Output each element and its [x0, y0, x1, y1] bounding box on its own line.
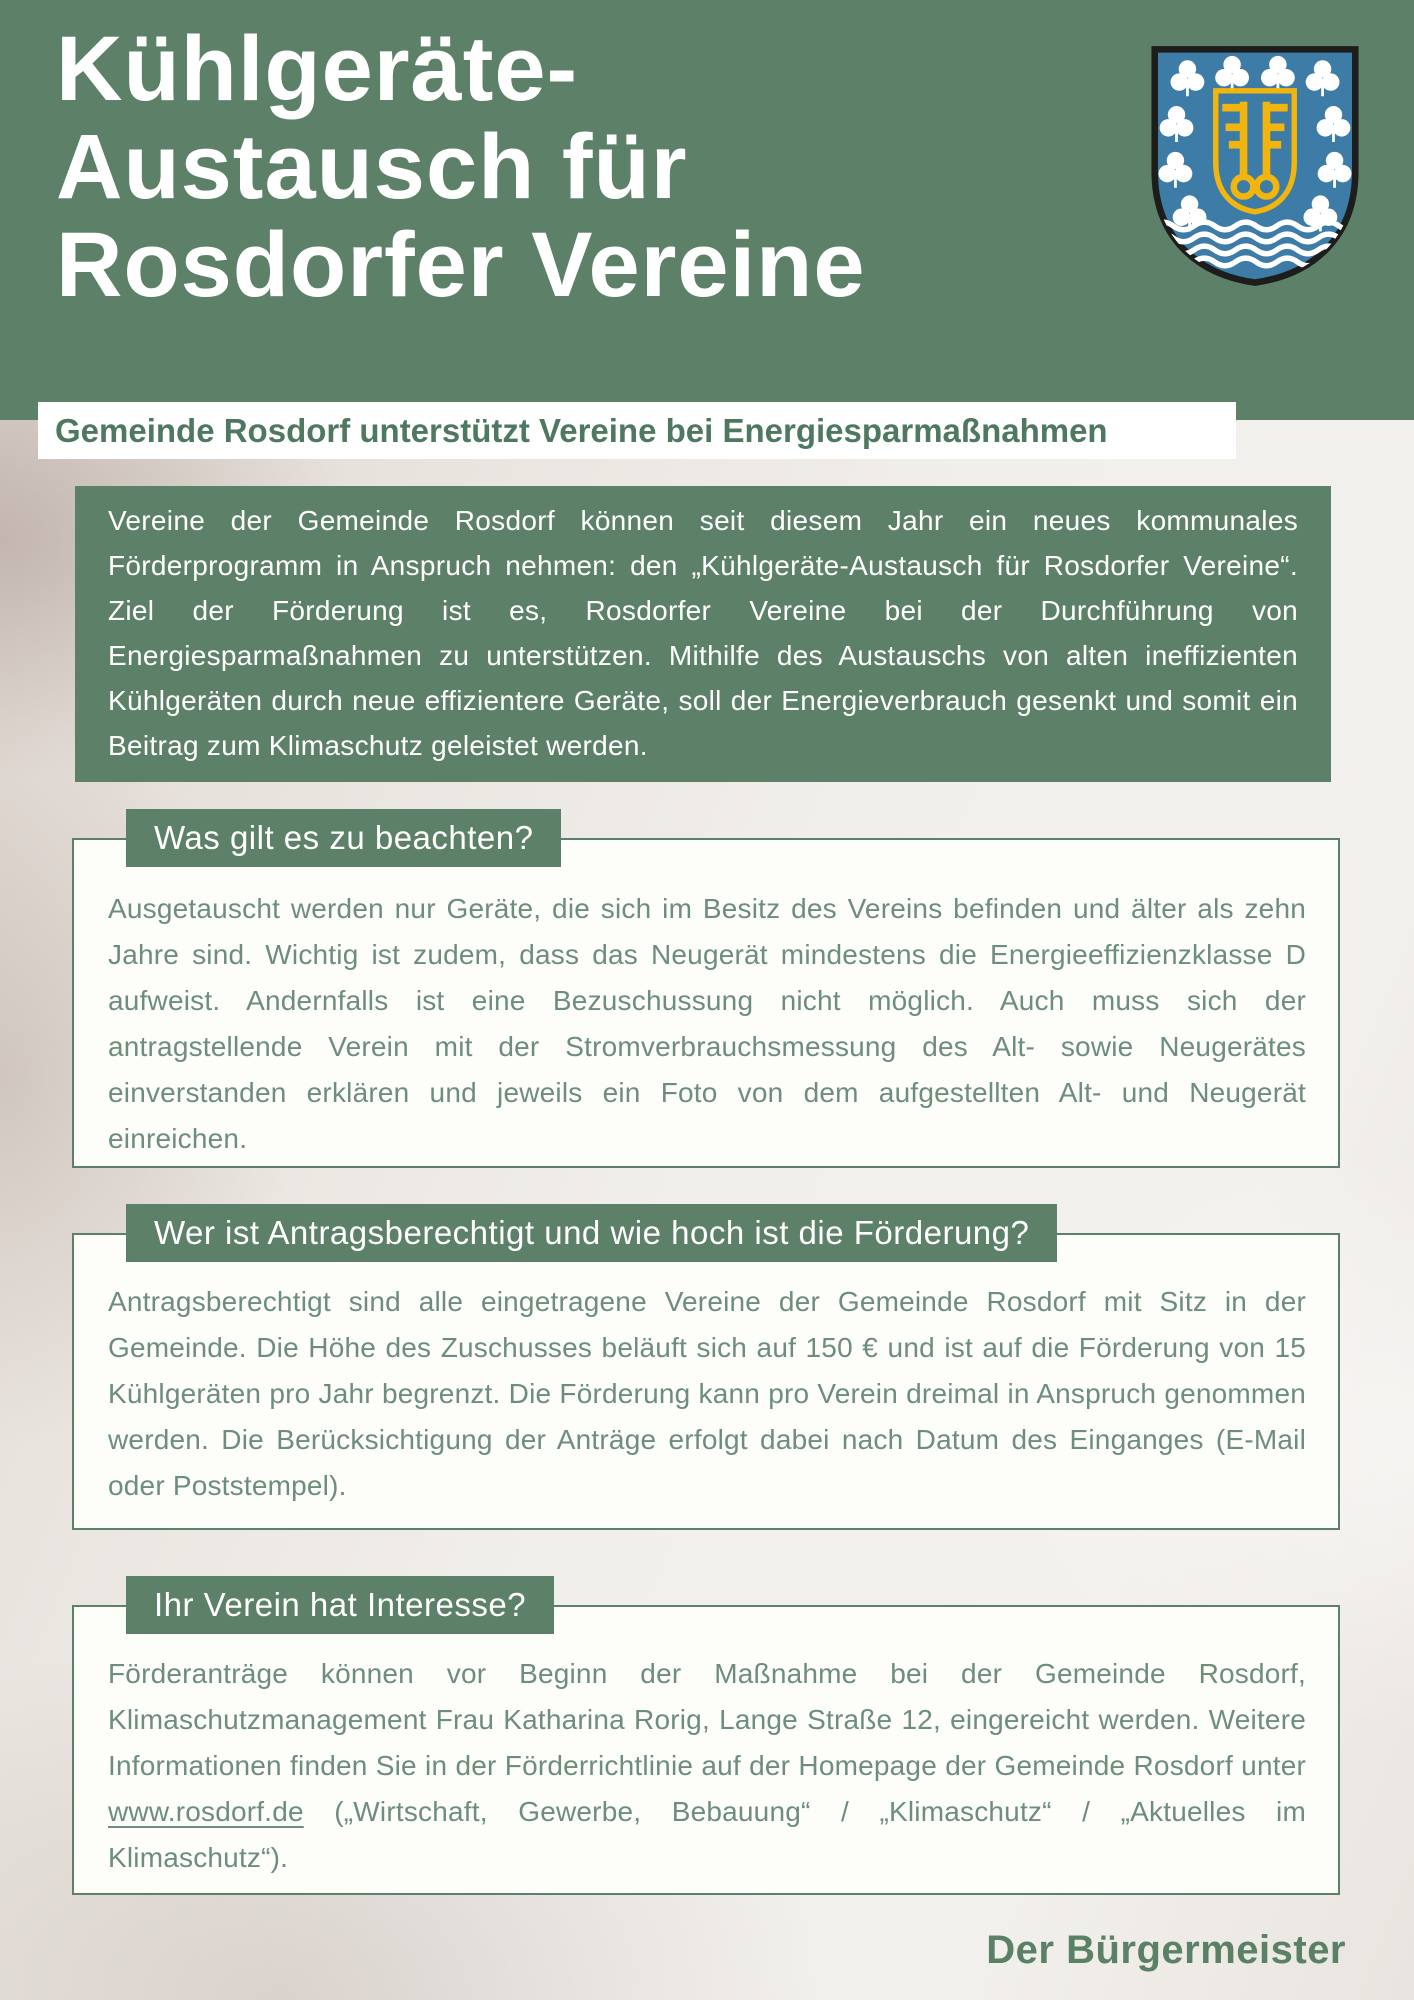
- subtitle-banner: Gemeinde Rosdorf unterstützt Vereine bei Energiesparmaßnahmen: [38, 402, 1236, 459]
- intro-text: Vereine der Gemeinde Rosdorf können seit diesem Jahr ein neues kommunales Förderprogramm in Anspruch nehmen: den „Kühlgeräte-Austausch für Rosdorfer Vereine“. Ziel der Förderung ist es, Rosdorfer Vereine bei der Durchführung von Energiesparmaßnahmen zu unterstützen. Mithilfe des Austauschs von alten ineffizienten Kühlgeräten durch neue effizientere Geräte, soll der Energieverbrauch gesenkt und somit ein Beitrag zum Klimaschutz geleistet werden.: [108, 505, 1298, 761]
- page-title-line-2: Austausch für: [56, 116, 688, 218]
- section-body: Antragsberechtigt sind alle eingetragene Vereine der Gemeinde Rosdorf mit Sitz in der Gemeinde. Die Höhe des Zuschusses beläuft sich auf 150 € und ist auf die Förderung von 15 Kühlgeräten pro Jahr begrenzt. Die Förderung kann pro Verein dreimal in Anspruch genommen werden. Die Berücksichtigung der Anträge erfolgt dabei nach Datum des Einganges (E-Mail oder Poststempel).: [108, 1286, 1306, 1501]
- section-heading-tab: Ihr Verein hat Interesse?: [126, 1576, 554, 1634]
- rosdorf-website-link[interactable]: www.rosdorf.de: [108, 1796, 304, 1827]
- page-title-line-3: Rosdorfer Vereine: [56, 214, 866, 316]
- rosdorf-coat-of-arms-icon: [1146, 40, 1364, 292]
- section-was-gilt-es-zu-beachten: [72, 819, 1340, 1168]
- section-antragsberechtigung-foerderung: [72, 1214, 1340, 1530]
- section-heading-tab: Was gilt es zu beachten?: [126, 809, 561, 867]
- page-title: [56, 20, 866, 314]
- intro-box: [75, 486, 1331, 782]
- section-body-text-start: Förderanträge können vor Beginn der Maßnahme bei der Gemeinde Rosdorf, Klimaschutzmanagement Frau Katharina Rorig, Lange Straße 12, eingereicht werden. Weitere Informationen finden Sie in der Förderrichtlinie auf der Homepage der Gemeinde Rosdorf unter: [108, 1658, 1306, 1781]
- section-heading-tab: Wer ist Antragsberechtigt und wie hoch ist die Förderung?: [126, 1204, 1057, 1262]
- page-title-line-1: Kühlgeräte-: [56, 18, 579, 120]
- section-interesse-kontakt: [72, 1586, 1340, 1895]
- signature-der-buergermeister: Der Bürgermeister: [986, 1928, 1346, 1972]
- header-banner: [0, 0, 1414, 420]
- section-body-text-end: („Wirtschaft, Gewerbe, Bebauung“ / „Klimaschutz“ / „Aktuelles im Klimaschutz“).: [108, 1796, 1306, 1873]
- section-body: [74, 1607, 1338, 1881]
- section-body: Ausgetauscht werden nur Geräte, die sich im Besitz des Vereins befinden und älter als zehn Jahre sind. Wichtig ist zudem, dass das Neugerät mindestens die Energieeffizienzklasse D aufweist. Andernfalls ist eine Bezuschussung nicht möglich. Auch muss sich der antragstellende Verein mit der Stromverbrauchsmessung des Alt- sowie Neugerätes einverstanden erklären und jeweils ein Foto von dem aufgestellten Alt- und Neugerät einreichen.: [108, 893, 1306, 1154]
